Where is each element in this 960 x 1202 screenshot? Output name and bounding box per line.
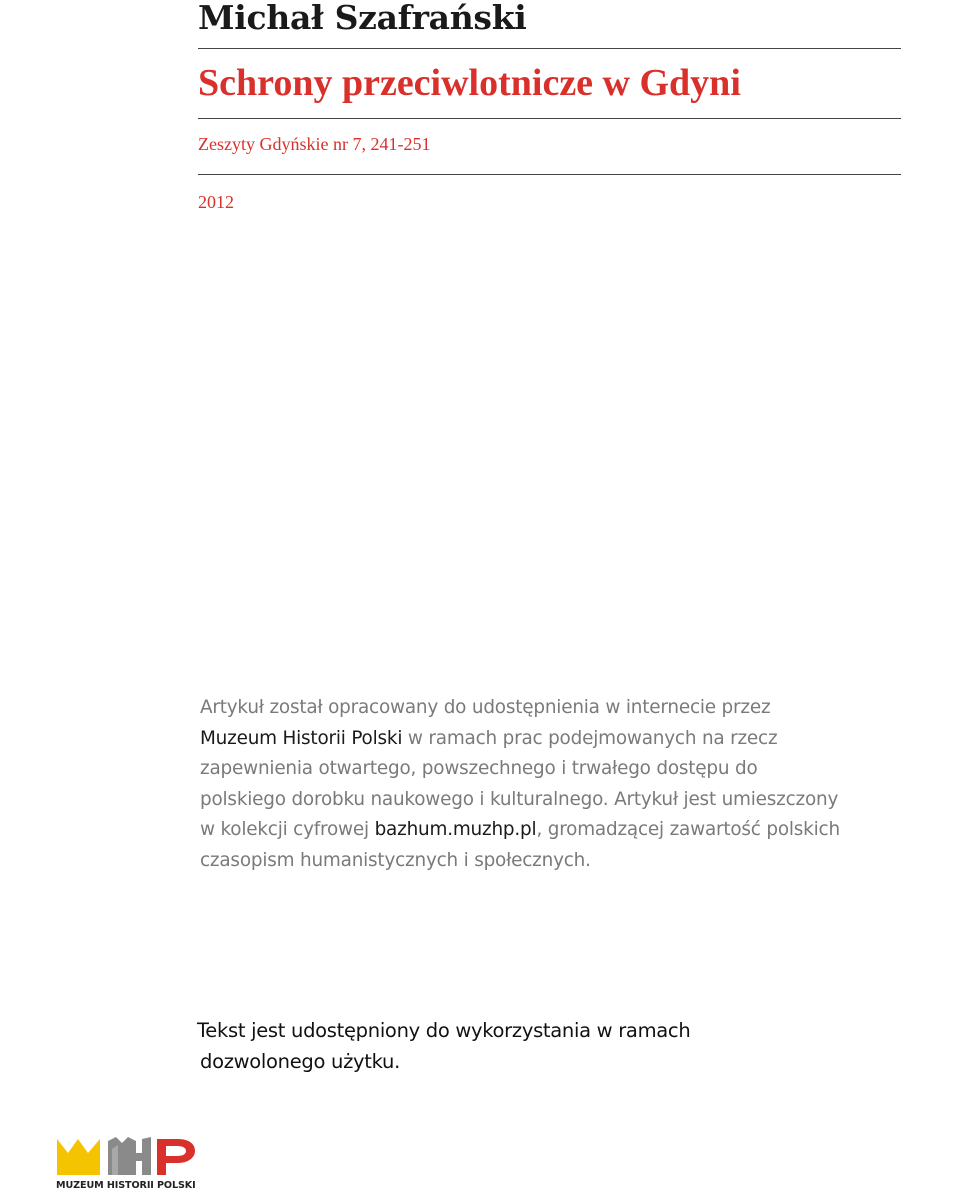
info-text: czasopism humanistycznych i społecznych.: [200, 849, 591, 871]
info-text: zapewnienia otwartego, powszechnego i trwałego dostępu do: [200, 758, 758, 779]
publication-year: 2012: [198, 192, 234, 212]
info-line: [200, 785, 900, 816]
letter-p-shape: [157, 1139, 195, 1175]
info-line: [200, 693, 900, 724]
info-line: [200, 724, 900, 755]
license-line: Tekst jest udostępniony do wykorzystania w ramach: [197, 1019, 691, 1042]
info-line: [200, 754, 900, 785]
info-text: w ramach prac podejmowanych na rzecz: [402, 727, 778, 749]
info-text: , gromadzącej zawartość polskich: [536, 819, 840, 840]
museum-logo-text: MUZEUM HISTORII POLSKI: [56, 1180, 196, 1191]
wing-shape: [108, 1137, 151, 1175]
collection-link[interactable]: bazhum.muzhp.pl: [374, 819, 537, 840]
availability-info: [200, 693, 900, 876]
info-text: Artykuł został opracowany do udostępnienia w internecie przez: [200, 697, 771, 718]
license-notice: [197, 1015, 917, 1077]
divider: [198, 174, 901, 175]
divider: [198, 48, 901, 49]
license-line: dozwolonego użytku.: [200, 1050, 400, 1073]
info-line: [200, 815, 900, 846]
crown-shape: [57, 1139, 100, 1175]
divider: [198, 118, 901, 119]
museum-name: Muzeum Historii Polski: [200, 727, 403, 749]
info-line: [200, 846, 900, 877]
info-text: polskiego dorobku naukowego i kulturalnego. Artykuł jest umieszczony: [200, 788, 839, 810]
article-title: Schrony przeciwlotnicze w Gdyni: [198, 62, 741, 104]
journal-citation: Zeszyty Gdyńskie nr 7, 241-251: [198, 134, 431, 154]
info-text: w kolekcji cyfrowej: [200, 819, 375, 840]
author-name: Michał Szafrański: [198, 0, 527, 37]
